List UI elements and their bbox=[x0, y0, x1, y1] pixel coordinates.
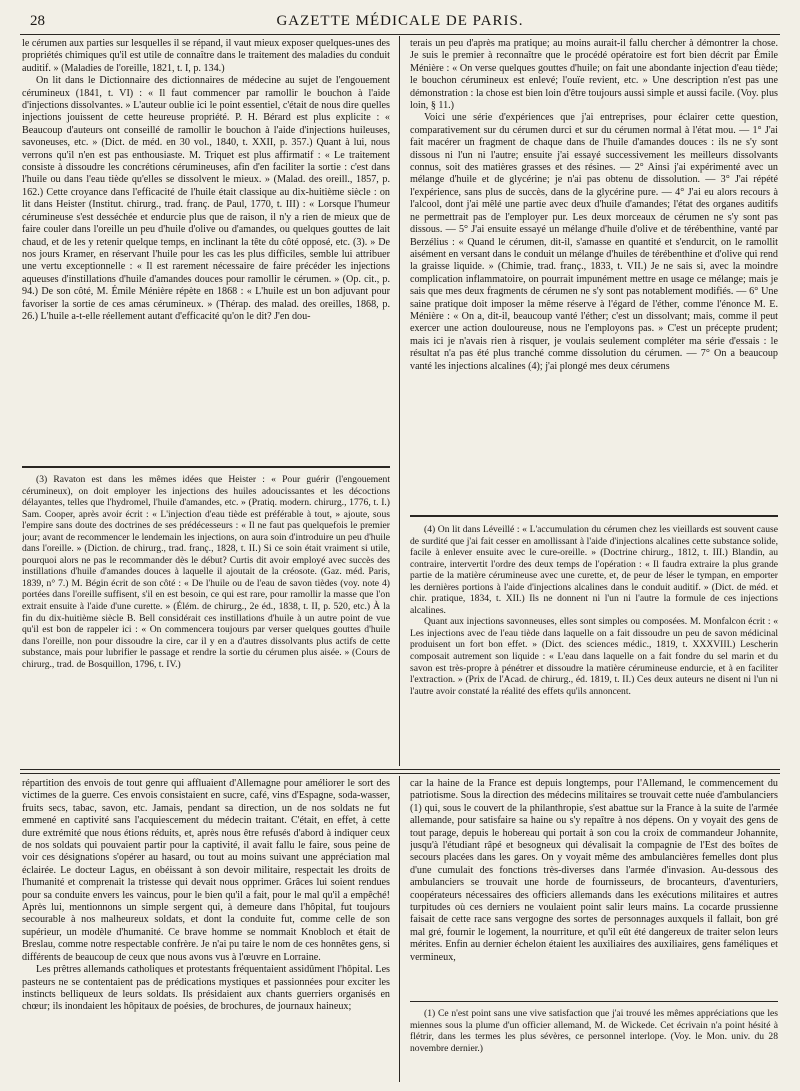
article-column-left-bottom bbox=[22, 778, 390, 1078]
footnote-rule-left bbox=[22, 466, 390, 468]
paragraph: car la haine de la France est depuis longtemps, pour l'Allemand, le commencement du patriotisme. Sous la direction des médecins militaires se trouvait cette nuée d'ambulanciers (1) qui, sous le couvert de la philanthropie, s'est abattue sur la France à la suite de l'armée allemande, pour satisfaire sa haine ou s'y repaître à nos dépens. On y voyait des gens de tout parage, depuis le hobereau qui portait à son cou la croix de commandeur Johannite, jusqu'à l'étudiant râpé et besogneux qui dévalisait la compagnie de l'Est des boîtes de secours placées dans les gares. On y voyait même des ambulancières femelles dont plus d'une cumulait des fonctions très-diverses dans l'armée d'invasion. Au-dessous des ambulanciers se trouvait une horde de fournisseurs, de brocanteurs, d'aventuriers, coopérateurs nécessaires des officiers allemands dans les exécutions militaires et autres turpitudes où ces derniers ne voulaient point salir leurs mains. La cocarde prussienne faisait de cette race sans vergogne des sortes de personnages auxquels il fallait, bon gré mal gré, fournir le logement, la nourriture, et qu'il eût été dangereux de traiter selon leurs mérites. Enfin au dernier échelon étaient les auxiliaires des auxiliaires, gens faméliques et vermineux, bbox=[410, 778, 778, 963]
paragraph: le cérumen aux parties sur lesquelles il se répand, il vaut mieux exposer quelques-unes des propriétés chimiques qu'il est utile de connaître dans le traitement des maladies du conduit auditif. » (Maladies de l'oreille, 1821, t. I, p. 134.) bbox=[22, 38, 390, 74]
page-number: 28 bbox=[30, 13, 45, 29]
page-header bbox=[20, 12, 780, 35]
article-column-right-top bbox=[410, 38, 778, 503]
paragraph: Voici une série d'expériences que j'ai entreprises, pour éclairer cette question, comparativement sur du cérumen durci et sur du cérumen normal à l'état mou. — 1° J'ai fait macérer un fragment de chaque dans de l'huile d'amandes douces : ils ne s'y sont dissous ni l'un ni l'autre; ensuite j'ai essayé successivement les meilleurs dissolvants connus, soit des matières grasses et des résines. — 2° Ainsi j'ai expérimenté avec un mélange d'huile et de glycérine; je n'ai pas obtenu de dissolution. — 3° J'ai répété l'expérience, sans plus de succès, dans de la glycérine pure. — 4° J'ai eu alors recours à l'alcool, dont j'ai mêlé une partie avec deux d'huile d'amandes; l'état des organes auditifs ne permettrait pas de l'employer pur. Les deux morceaux de cérumen ne s'y sont pas dissous. — 5° J'ai ensuite essayé un mélange d'huile d'olive et de térébenthine, vanté par Berzélius : « Quand le cérumen, dit-il, s'amasse en quantité et s'endurcit, on le ramollit aisément en versant dans le conduit un mélange d'huiles de térébenthine et d'olive qui rend la graisse liquide. » (Chimie, trad. franç., 1833, t. VII.) Je ne sais si, avec la moindre complication inflammatoire, on pourrait impunément mettre en usage ce mélange; mais je sais que mes deux fragments de cérumen ne s'y sont pas notablement modifiés. — 6° Une saine pratique doit imposer la même réserve à l'égard de l'éther, comme l'énonce M. E. Ménière : « On a, dit-il, beaucoup vanté l'éther; c'est un dissolvant; mais, comme il peut exercer une action douloureuse, nous ne l'employons pas. » C'est un précepte prudent; mais ici je n'avais rien à risquer, je voulais seulement compléter ma série d'essais : le résultat n'a pas été plus tranché comme dissolution du cérumen. — 7° On a beaucoup vanté les injections alcalines (4); j'ai plongé mes deux cérumens bbox=[410, 112, 778, 372]
running-head: GAZETTE MÉDICALE DE PARIS. bbox=[276, 13, 524, 29]
column-rule-top bbox=[399, 36, 400, 766]
column-rule-bottom bbox=[399, 776, 400, 1082]
paragraph: Les prêtres allemands catholiques et protestants fréquentaient assidûment l'hôpital. Les pasteurs ne se contentaient pas de prédications mystiques et passionnées pour exciter les instincts belliqueux de leurs soldats. Ils présidaient aux chants guerriers organisés en chœur; ils inondaient les hôpitaux de poésies, de brochures, de journaux haineux; bbox=[22, 964, 390, 1013]
paragraph: terais un peu d'après ma pratique; au moins aurait-il fallu chercher à démontrer la chose. Je suis le premier à reconnaître que le procédé opératoire est fort bien décrit par Émile Ménière : « On verse quelques gouttes d'huile; on fait une abondante injection d'eau tiède; le bouchon cérumineux est enlevé; l'ouïe revient, etc. » Une description n'est pas une démonstration : la chose est bien loin d'être toujours aussi simple et aussi facile. (Voy. plus loin, § 11.) bbox=[410, 38, 778, 112]
paragraph: répartition des envois de tout genre qui affluaient d'Allemagne pour améliorer le sort des victimes de la guerre. Ces envois consistaient en sucre, café, vins d'Espagne, soda-wasser, fruits secs, tabac, savon, etc. Jamais, pendant sa direction, un de nos soldats ne fut emmené en captivité sans l'acquiescement du médecin traitant. C'était, en effet, à cette dure extrémité que nous étions réduits, et, après nous être refusés d'abord à indiquer ceux de nos soldats qui pouvaient partir pour la captivité, il avait fallu le faire, sous peine de voir ces désignations s'opérer au hasard, ou tout au moins suivant une appréciation mal éclairée. Le docteur Lagus, en obéissant à son devoir militaire, respectait les droits de l'humanité et comprenait la tristesse qui devait nous opprimer. Grâces lui soient rendues pour sa conduite envers les vaincus, pour le bien qu'il a fait, pour le mal qu'il a empêché! Après lui, mentionnons un simple sergent qui, à demeure dans l'hôpital, fut toujours secourable à nos malheureux soldats, et dont la conduite fut, comme celle de son supérieur, un modèle d'humanité. Ce brave homme se nommait Knobloch et était de Breslau, comme notre respectable confrère. Je n'ai pu taire le nom de ces honnêtes gens, si différents de beaucoup de ceux que nous avons vus à l'œuvre en Lorraine. bbox=[22, 778, 390, 963]
footnote-text: (1) Ce n'est point sans une vive satisfaction que j'ai trouvé les mêmes appréciations que les miennes sous la plume d'un officier allemand, M. de Wickede. Cet écrivain n'a point hésité à flétrir, dans les termes les plus sévères, ce personnel interlope. (Voy. le Mon. univ. du 28 novembre dernier.) bbox=[410, 1008, 778, 1054]
footnote-rule-bottom-right bbox=[410, 1001, 778, 1002]
footnote-text: (4) On lit dans Léveillé : « L'accumulation du cérumen chez les vieillards est souvent cause de surdité que j'ai fait cesser en amollissant à l'aide d'injections alcalines cette substance solide, facile à enlever ensuite avec le cure-oreille. » (Doctrine chirurg., 1812, t. III.) Blandin, au contraire, intervertit l'ordre des deux temps de l'opération : « Il faudra extraire la plus grande partie de la matière cérumineuse avec une curette, et, de peur de léser le tympan, en emporter les dernières portions à l'aide d'injections alcalines dans le conduit auditif. » (Dict. de méd. et chir. pratique, 1834, t. XII.) Ils ne donnent ni l'un ni l'autre la formule de ces injections alcalines. bbox=[410, 524, 778, 616]
footnote-4 bbox=[410, 524, 778, 762]
footnote-1 bbox=[410, 1008, 778, 1084]
footnote-3 bbox=[22, 474, 390, 762]
article-column-left-top bbox=[22, 38, 390, 453]
footnote-rule-right bbox=[410, 515, 778, 517]
paragraph: On lit dans le Dictionnaire des dictionnaires de médecine au sujet de l'engouement cérumineux (1841, t. VI) : « Il faut commencer par ramollir le bouchon à l'aide d'injections dissolvantes. » L'auteur oublie ici le point essentiel, c'était de nous dire quelles injections jouissent de cette heureuse propriété. P. H. Bérard est plus explicite : « Beaucoup d'auteurs ont conseillé de ramollir le bouchon à l'aide d'injections huileuses, savoneuses, etc. » (Dict. de méd. en 30 vol., 1840, t. XXII, p. 357.) Quant à lui, nous verrons qu'il n'en est pas enthousiaste. M. Triquet est plus affirmatif : « Le traitement consiste à dissoudre les concrétions cérumineuses, afin d'en faciliter la sortie : c'est dans l'huile ou dans l'eau tiède qu'elles se dissolvent le mieux. » (Malad. des oreill., 1857, p. 162.) Cette croyance dans l'efficacité de l'huile était classique au dix-huitième siècle : on lit dans Heister (Institut. chirurg., trad. franç. de Paul, 1770, t. III) : « Lorsque l'humeur cérumineuse s'est desséchée et endurcie plus que de raison, il n'y a rien de mieux que de faire couler dans l'oreille un peu d'huile d'olive ou d'amandes, ou quelques gouttes de lait chaud, et de les y retenir quelque temps, en inclinant la tête du côté opposé, etc. (3). » De nos jours Kramer, en réservant l'huile pour les cas les plus difficiles, semble lui attribuer une vertu exceptionnelle : « Il est rarement nécessaire de faire précéder les injections aqueuses d'instillations d'huile d'amandes douces pour ramollir le cérumen. » (Op. cit., p. 94.) De son côté, M. Émile Ménière répète en 1868 : « L'huile est un bon adjuvant pour favoriser la sortie de ces amas cérumineux. » (Thérap. des malad. des oreilles, 1868, p. 26.) L'huile a-t-elle réellement autant d'efficacité qu'on le dit? J'en dou- bbox=[22, 75, 390, 322]
footnote-text: Quant aux injections savonneuses, elles sont simples ou composées. M. Monfalcon écrit : « Les injections avec de l'eau tiède dans laquelle on a fait dissoudre un peu de savon médicinal produisent un fort bon effet. » (Dict. des sciences médic., 1819, t. XXXVIII.) Lescherin composait autrement son liquide : « L'eau dans laquelle on a fait fondre du sel marin et du savon est très-propre à pénétrer et dissoudre la matière cérumineuse endurcie, et à en faciliter l'extraction. » (Prix de l'Acad. de chirurg., éd. 1819, t. II.) Ces deux auteurs ne disent ni l'un ni l'autre avoir constaté la réalité des effets qu'ils annoncent. bbox=[410, 616, 778, 697]
footnote-text: (3) Ravaton est dans les mêmes idées que Heister : « Pour guérir (l'engouement cérumineux), on doit employer les injections des huiles adoucissantes et les décoctions délayantes, telles que l'hydromel, l'huile d'amandes, etc. » (Pratiq. modern. chirurg., 1776, t. I.) Sam. Cooper, après avoir écrit : « L'injection d'eau tiède est préférable à tout, » ajoute, sous l'empire sans doute des doctrines de ses prédécesseurs : « Il ne faut pas quelquefois le premier jour; avant de recommencer le lendemain les injections, on aura soin d'introduire un peu d'huile dans l'oreille. » (Diction. de chirurg., trad. franç., 1828, t. II.) Si ce soin était vraiment si utile, pourquoi alors ne pas le recommander dès le début? Curtis dit avoir employé avec succès des instillations d'huile d'amandes douces à laquelle il ajoutait de la créosote. (Gaz. méd. Paris, 1839, n° 7.) M. Bégin écrit de son côté : « De l'huile ou de l'eau de savon tièdes (voy. note 4) portées dans l'oreille suffisent, s'il en est besoin, ce qui est rare, pour ramollir la masse que l'on extrait ensuite à l'aide d'une curette. » (Élém. de chirurg., 2e éd., 1838, t. II, p. 520, etc.) À la fin du dix-huitième siècle B. Bell considérait ces instillations d'huile à un autre point de vue qu'il est bon de rappeler ici : « On commencera toujours par verser quelques gouttes d'huile dans l'oreille, non pour dissoudre la cire, car il y en a d'autres dissolvants plus actifs de cette substance, mais pour lubrifier le passage et rendre la sortie du cérumen plus aisée. » (Cours de chirurg., trad. de Bosquillon, 1796, t. IV.) bbox=[22, 474, 390, 670]
article-column-right-bottom bbox=[410, 778, 778, 996]
section-divider bbox=[20, 769, 780, 774]
